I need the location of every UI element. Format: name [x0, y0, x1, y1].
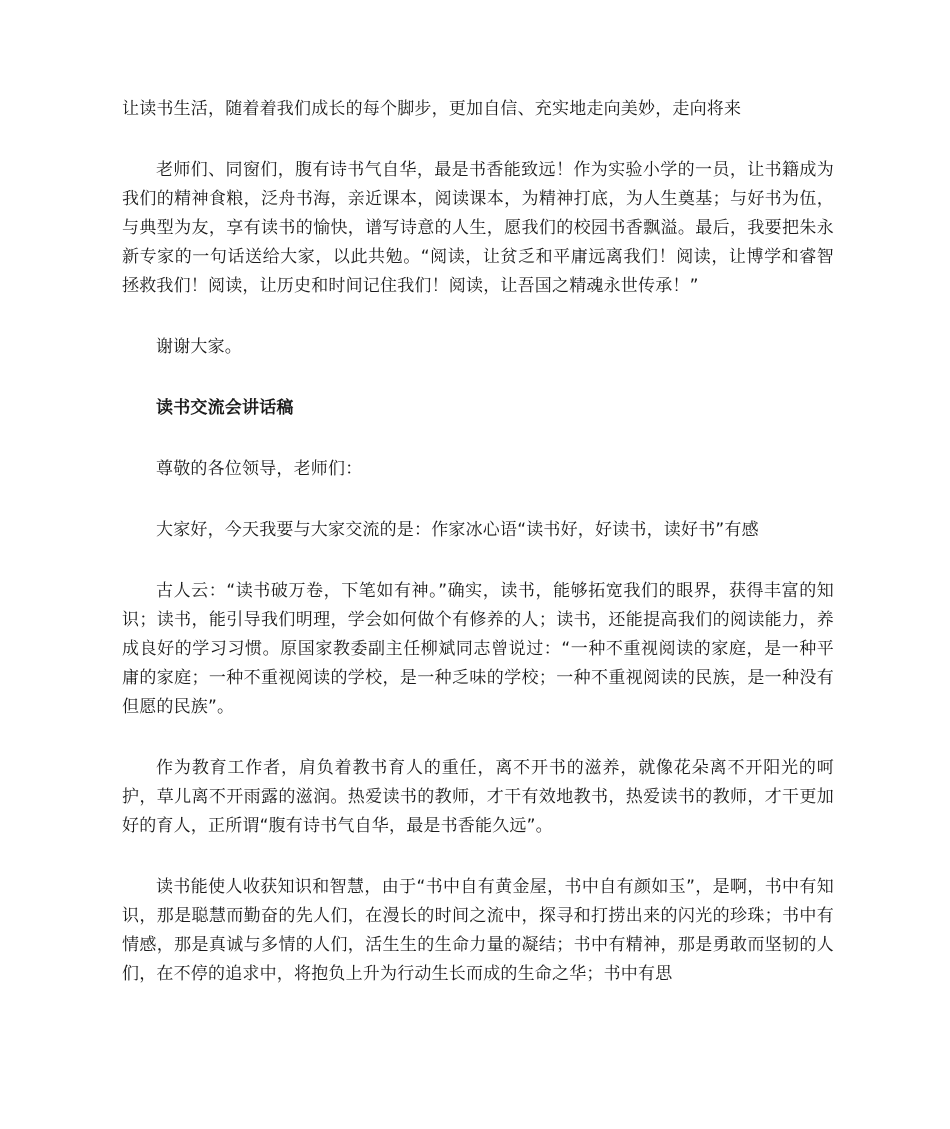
paragraph-greeting: 大家好，今天我要与大家交流的是：作家冰心语“读书好，好读书，读好书”有感: [156, 520, 759, 540]
document-page: [122, 95, 834, 989]
paragraph-thanks: 谢谢大家。: [156, 337, 242, 357]
paragraph-ancient-quote: 古人云：“读书破万卷，下笔如有神。”确实，读书，能够拓宽我们的眼界，获得丰富的知识；读书，能引导我们明理，学会如何做个有修养的人；读书，还能提高我们的阅读能力，养成良好的学习习惯。原国家教委副主任柳斌同志曾说过：“一种不重视阅读的家庭，是一种平庸的家庭；一种不重视阅读的学校，是一种乏味的学校；一种不重视阅读的民族，是一种没有但愿的民族”。: [122, 581, 834, 717]
paragraph-salutation: 尊敬的各位领导，老师们：: [156, 459, 363, 479]
section-heading: 读书交流会讲话稿: [156, 398, 294, 418]
paragraph-exhortation: 老师们、同窗们，腹有诗书气自华，最是书香能致远！作为实验小学的一员，让书籍成为我们的精神食粮，泛舟书海，亲近课本，阅读课本，为精神打底，为人生奠基；与好书为伍，与典型为友，享有读书的愉快，谱写诗意的人生，愿我们的校园书香飘溢。最后，我要把朱永新专家的一句话送给大家，以此共勉。“阅读，让贫乏和平庸远离我们！阅读，让博学和睿智拯救我们！阅读，让历史和时间记住我们！阅读，让吾国之精魂永世传承！”: [122, 160, 834, 296]
paragraph-knowledge: 读书能使人收获知识和智慧，由于“书中自有黄金屋，书中自有颜如玉”，是啊，书中有知识，那是聪慧而勤奋的先人们，在漫长的时间之流中，探寻和打捞出来的闪光的珍珠；书中有情感，那是真诚与多情的人们，活生生的生命力量的凝结；书中有精神，那是勇敢而坚韧的人们，在不停的追求中，将抱负上升为行动生长而成的生命之华；书中有思: [122, 877, 834, 984]
paragraph-educator: 作为教育工作者，肩负着教书育人的重任，离不开书的滋养，就像花朵离不开阳光的呵护，草儿离不开雨露的滋润。热爱读书的教师，才干有效地教书，热爱读书的教师，才干更加好的育人，正所谓“腹有诗书气自华，最是书香能久远”。: [122, 758, 834, 836]
paragraph-closing-line: 让读书生活，随着着我们成长的每个脚步，更加自信、充实地走向美妙，走向将来: [122, 99, 742, 119]
